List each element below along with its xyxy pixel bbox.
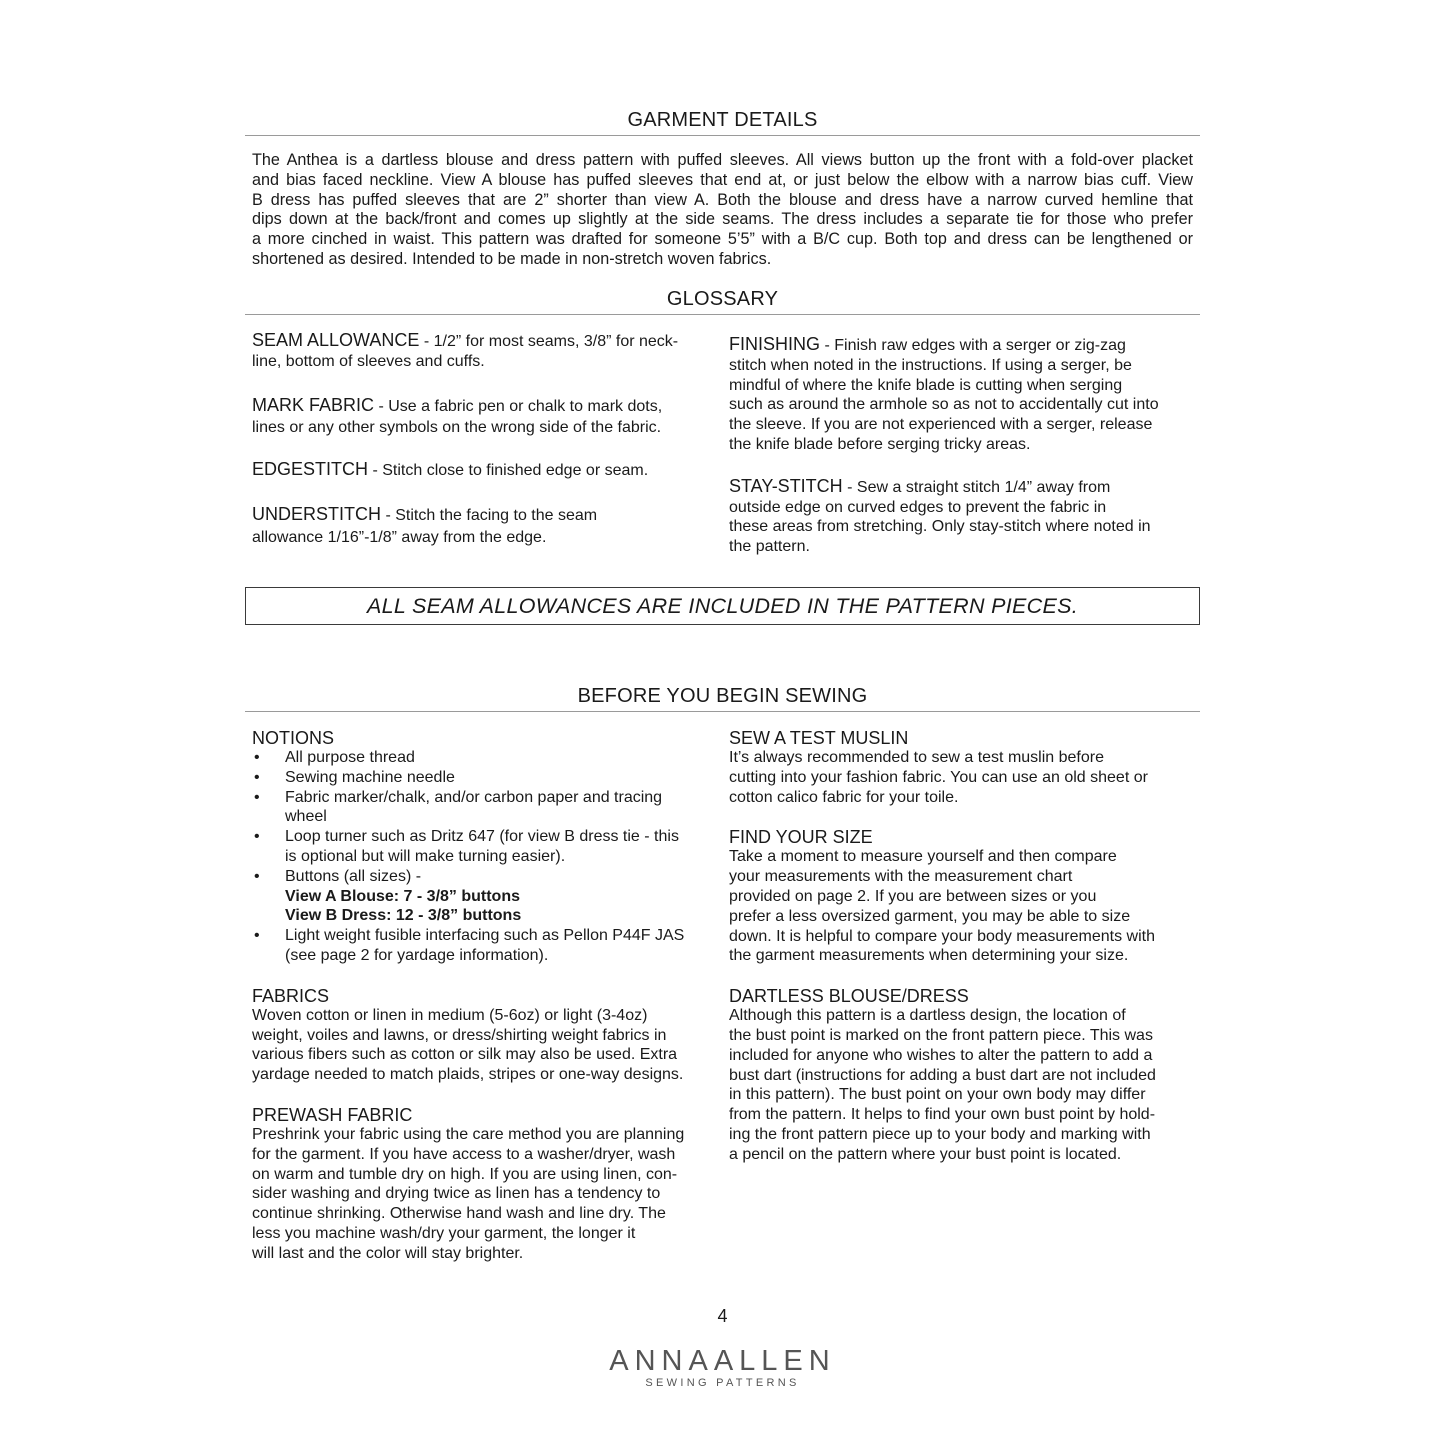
list-item: • Buttons (all sizes) - View A Blouse: 7 - 3/8” buttons View B Dress: 12 - 3/8” buttons [252,867,717,926]
find-size-title: FIND YOUR SIZE [729,827,873,848]
glossary-entry-understitch [252,505,712,548]
glossary-right-column [729,335,1194,557]
glossary-definition: the sleeve. If you are not experienced with a serger, release [729,416,1153,434]
text-line: Although this pattern is a dartless design, the location of [729,1007,1126,1025]
text-line: cotton calico fabric for your toile. [729,788,959,806]
text-line: from the pattern. It helps to find your own bust point by hold- [729,1106,1156,1124]
before-you-begin-heading: BEFORE YOU BEGIN SEWING [577,685,868,707]
glossary-definition: stitch when noted in the instructions. If using a serger, be [729,356,1132,374]
text-line: provided on page 2. If you are between sizes or you [729,887,1097,905]
text-line: down. It is helpful to compare your body measurements with [729,927,1155,945]
notions-section [252,728,717,966]
section-divider [245,711,1200,712]
glossary-definition: - Stitch the facing to the seam [381,506,598,524]
text-line: and bias faced neckline. View A blouse has puffed sleeves that end at, or just below the elbow with a narrow bias cuff. View [252,170,1193,189]
fabrics-section [252,986,717,1085]
glossary-entry-stay-stitch [729,477,1194,557]
text-line: Take a moment to measure yourself and then compare [729,848,1117,866]
bullet-icon: • [254,828,260,846]
list-item: • Sewing machine needle [254,768,455,786]
garment-details-text [252,151,1193,270]
text-line: in this pattern). The bust point on your own body may differ [729,1086,1146,1104]
glossary-entry-mark-fabric [252,396,712,439]
text-line: Woven cotton or linen in medium (5-6oz) or light (3-4oz) [252,1006,648,1024]
text-line: weight, voiles and lawns, or dress/shirting weight fabrics in [252,1026,667,1044]
text-line: the garment measurements when determining your size. [729,947,1129,965]
brand-name: ANNAALLEN [609,1345,836,1377]
glossary-definition: - Sew a straight stitch 1/4” away from [842,478,1111,496]
brand-tagline: SEWING PATTERNS [645,1377,800,1389]
fabrics-title: FABRICS [252,985,330,1006]
notions-list [252,748,717,966]
glossary-term: UNDERSTITCH [252,503,381,524]
glossary-definition: the pattern. [729,538,810,556]
text-line: a more cinched in waist. This pattern was drafted for someone 5’5” with a B/C cup. Both top and dress can be lengthened or [252,230,1193,249]
glossary-definition: lines or any other symbols on the wrong side of the fabric. [252,419,662,437]
text-line: your measurements with the measurement chart [729,868,1073,886]
glossary-definition: these areas from stretching. Only stay-stitch where noted in [729,518,1151,536]
bullet-icon: • [254,768,260,786]
list-item: • Light weight fusible interfacing such as Pellon P44F JAS (see page 2 for yardage information). [254,927,685,964]
glossary-entry-edgestitch [252,460,712,481]
text-line: It’s always recommended to sew a test muslin before [729,749,1104,766]
text-line: for the garment. If you have access to a washer/dryer, wash [252,1145,676,1163]
bullet-icon: • [254,749,260,766]
find-size-section [729,827,1194,966]
prewash-title: PREWASH FABRIC [252,1104,413,1125]
dartless-title: DARTLESS BLOUSE/DRESS [729,986,969,1007]
glossary-term: EDGESTITCH [252,459,369,480]
glossary-definition: outside edge on curved edges to prevent the fabric in [729,498,1107,516]
glossary-definition: - Stitch close to finished edge or seam. [368,462,649,480]
text-line: cutting into your fashion fabric. You can use an old sheet or [729,768,1148,786]
list-item: • Fabric marker/chalk, and/or carbon paper and tracing wheel [254,788,663,826]
test-muslin-section [729,728,1194,807]
text-line: dips down at the back/front and comes up slightly at the side seams. The dress includes a separate tie for those who prefer [252,210,1193,229]
dartless-section [729,986,1194,1164]
prewash-section [252,1105,717,1264]
text-line: continue shrinking. Otherwise hand wash and line dry. The [252,1205,666,1223]
glossary-definition: allowance 1/16”-1/8” away from the edge. [252,528,547,546]
section-divider [245,135,1200,136]
buttons-view-a: View A Blouse: 7 - 3/8” buttons [285,887,520,905]
text-line: shortened as desired. Intended to be made in non-stretch woven fabrics. [252,249,772,268]
text-line: B dress has puffed sleeves that are 2” shorter than view A. Both the blouse and dress have a narrow curved hemline that [252,190,1193,209]
glossary-entry-finishing [729,335,1194,455]
text-line: Preshrink your fabric using the care method you are planning [252,1125,685,1143]
text-line: will last and the color will stay brighter. [252,1244,524,1262]
bullet-icon: • [254,867,260,885]
text-line: yardage needed to match plaids, stripes or one-way designs. [252,1066,684,1084]
before-right-column [729,728,1194,1165]
seam-allowance-notice: ALL SEAM ALLOWANCES ARE INCLUDED IN THE PATTERN PIECES. [366,594,1079,618]
text-line: various fibers such as cotton or silk may also be used. Extra [252,1046,678,1064]
text-line: The Anthea is a dartless blouse and dress pattern with puffed sleeves. All views button up the front with a fold-over placket [252,151,1193,169]
glossary-term: STAY-STITCH [729,475,843,496]
glossary-definition: line, bottom of sleeves and cuffs. [252,352,485,370]
glossary-term: FINISHING [729,334,821,354]
garment-details-heading: GARMENT DETAILS [627,109,818,131]
glossary-term: SEAM ALLOWANCE [252,330,420,350]
notions-title: NOTIONS [252,728,335,748]
bullet-icon: • [254,788,260,806]
glossary-definition: - 1/2” for most seams, 3/8” for neck- [419,333,679,350]
page-number: 4 [717,1306,728,1326]
glossary-term: MARK FABRIC [252,394,375,415]
text-line: the bust point is marked on the front pattern piece. This was [729,1026,1153,1044]
glossary-definition: such as around the armhole so as not to accidentally cut into [729,396,1159,414]
text-line: a pencil on the pattern where your bust point is located. [729,1145,1122,1163]
text-line: less you machine wash/dry your garment, the longer it [252,1224,636,1242]
text-line: included for anyone who wishes to alter the pattern to add a [729,1046,1153,1064]
test-muslin-title: SEW A TEST MUSLIN [729,728,909,748]
glossary-definition: - Finish raw edges with a serger or zig-zag [820,337,1126,354]
seam-allowance-notice-box [245,587,1200,625]
bullet-icon: • [254,927,260,945]
list-item: • Loop turner such as Dritz 647 (for view B dress tie - this is optional but will make turning easier). [254,828,679,865]
text-line: prefer a less oversized garment, you may be able to size [729,907,1131,925]
text-line: on warm and tumble dry on high. If you are using linen, con- [252,1165,678,1183]
section-divider [245,314,1200,315]
text-line: bust dart (instructions for adding a bust dart are not included [729,1066,1156,1084]
list-item: • All purpose thread [254,749,415,766]
brand-logo [600,1345,845,1389]
buttons-view-b: View B Dress: 12 - 3/8” buttons [285,907,522,925]
text-line: sider washing and drying twice as linen has a tendency to [252,1185,661,1203]
text-line: ing the front pattern piece up to your body and marking with [729,1125,1151,1143]
glossary-definition: - Use a fabric pen or chalk to mark dots, [374,397,663,415]
glossary-entry-seam-allowance [252,331,712,372]
glossary-definition: mindful of where the knife blade is cutting when serging [729,376,1123,394]
glossary-definition: the knife blade before serging tricky areas. [729,435,1031,453]
before-left-column [252,728,717,1264]
glossary-heading: GLOSSARY [666,288,779,310]
glossary-left-column [252,331,712,548]
